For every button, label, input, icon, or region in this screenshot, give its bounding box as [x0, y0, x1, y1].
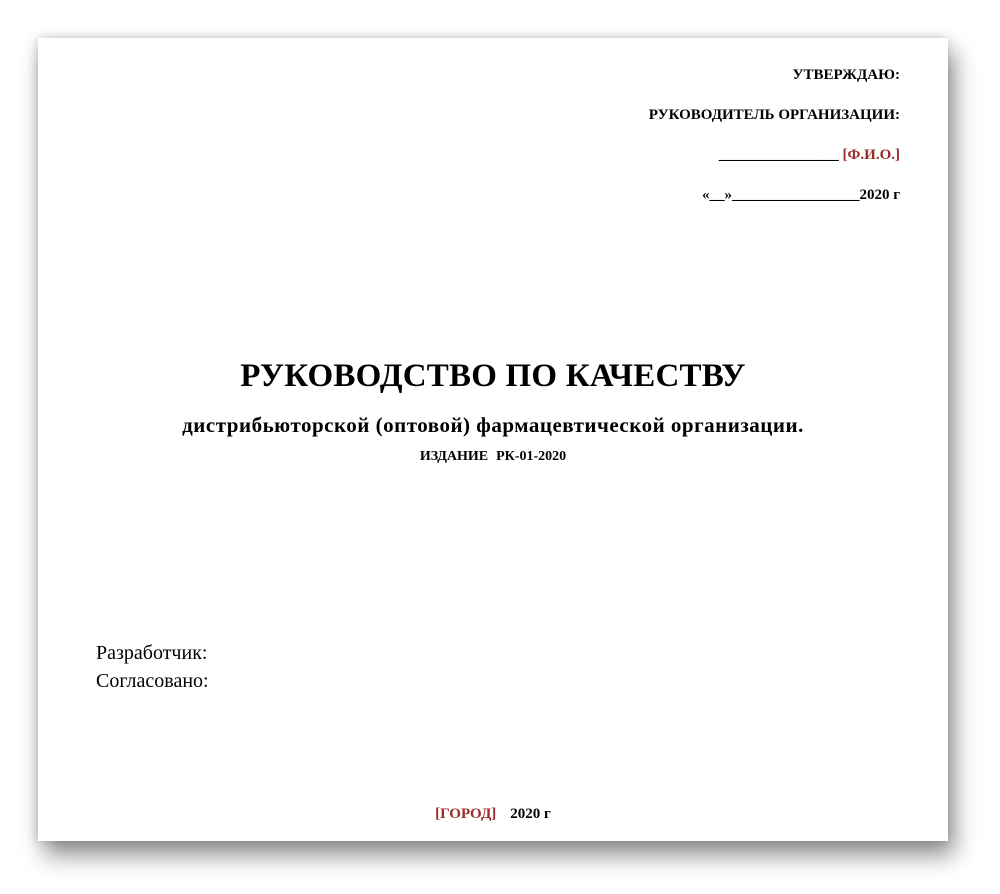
edition-code: РК-01-2020 — [496, 449, 567, 464]
date-prefix: «__» — [701, 187, 732, 203]
document-title: РУКОВОДСТВО ПО КАЧЕСТВУ — [240, 358, 746, 394]
title-block — [38, 356, 948, 466]
name-placeholder: [Ф.И.О.] — [842, 147, 900, 163]
document-sheet — [38, 38, 948, 841]
edition-label: ИЗДАНИЕ — [419, 449, 489, 464]
agreed-label: Согласовано: — [96, 670, 209, 692]
document-subtitle: дистрибьюторской (оптовой) фармацевтической организации. — [182, 413, 804, 437]
approve-label: УТВЕРЖДАЮ: — [792, 67, 900, 83]
signature-line: ________________ — [718, 147, 839, 163]
approve-line — [649, 66, 900, 106]
approval-block — [649, 66, 900, 226]
date-line-row — [649, 186, 900, 226]
head-label: РУКОВОДИТЕЛЬ ОРГАНИЗАЦИИ: — [648, 107, 900, 123]
date-line: _________________ — [731, 187, 860, 203]
document-edition — [38, 448, 948, 466]
city-placeholder: [ГОРОД] — [435, 806, 497, 822]
footer-city-year — [38, 806, 948, 823]
date-year: 2020 г — [859, 187, 900, 203]
developer-label: Разработчик: — [96, 642, 208, 664]
footer-year: 2020 г — [510, 806, 551, 822]
people-block — [96, 639, 209, 695]
head-line — [649, 106, 900, 146]
signature-line-row — [649, 146, 900, 186]
